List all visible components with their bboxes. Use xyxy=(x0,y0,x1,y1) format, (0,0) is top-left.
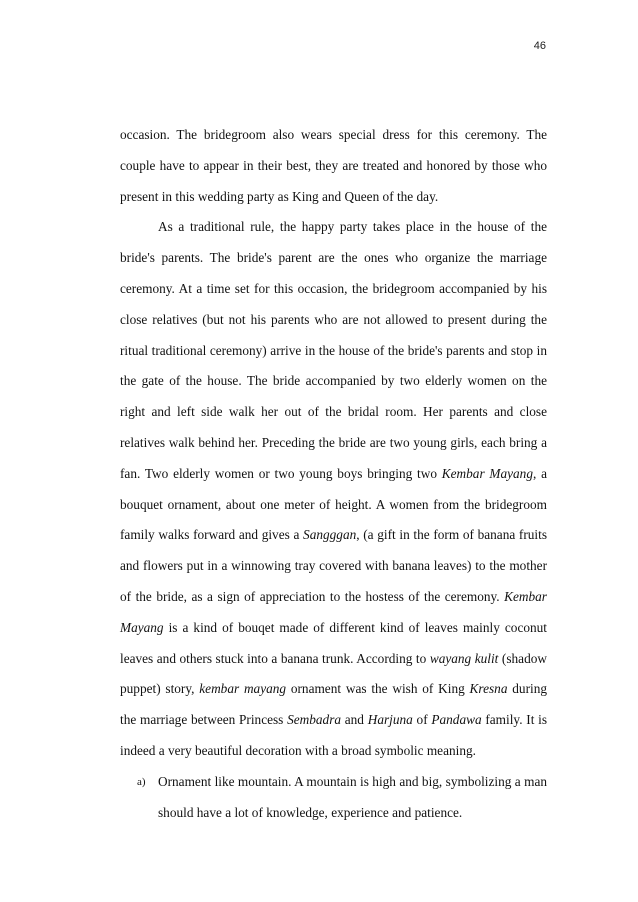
italic-term: Kembar Mayang xyxy=(120,588,547,635)
italic-term: Sembadra xyxy=(287,712,342,728)
list-marker: a) xyxy=(137,775,146,788)
italic-term: Kembar Mayang xyxy=(441,465,533,481)
text-span: (shadow puppet) story, xyxy=(120,650,547,697)
text-span: , (a gift in the form of banana fruits and flowers put in a winnowing tray covered with banana leaves) to the mother of the bride, as a sign of appreciation to the hostess of the ceremony. xyxy=(120,527,547,604)
text-span: is a kind of bouqet made of different kind of leaves mainly coconut leaves and others stuck into a banana trunk. According to xyxy=(120,619,547,666)
paragraph-2 xyxy=(120,212,547,766)
list-item xyxy=(120,767,547,829)
paragraph-1: occasion. The bridegroom also wears special dress for this ceremony. The couple have to appear in their best, they are treated and honored by those who present in this wedding party as King and Queen of the day. xyxy=(120,127,547,204)
text-span: , a bouquet ornament, about one meter of height. A women from the bridegroom family walks forward and gives a xyxy=(120,465,547,543)
text-span: family. It is indeed a very beautiful decoration with a broad symbolic meaning. xyxy=(120,712,548,758)
text-span: As a traditional rule, the happy party takes place in the house of the bride's parents. The bride's parent are the ones who organize the marriage ceremony. At a time set for this occasion, the bridegroom accompanied by his close relatives (but not his parents who are not allowed to present during the ritual traditional ceremony) arrive in the house of the bride's parents and stop in the gate of the house. The bride accompanied by two elderly women on the right and left side walk her out of the bridal room. Her parents and close relatives walk behind her. Preceding the bride are two young girls, each bring a fan. Two elderly women or two young boys bringing two xyxy=(120,219,547,481)
text-span: of xyxy=(412,712,432,728)
italic-term: kembar mayang xyxy=(199,681,287,697)
italic-term: Harjuna xyxy=(367,712,413,728)
italic-term: wayang kulit xyxy=(429,650,499,666)
list-item-text: Ornament like mountain. A mountain is high and big, symbolizing a man should have a lot of knowledge, experience and patience. xyxy=(158,773,547,820)
ornament-list xyxy=(120,767,547,829)
text-span: during the marriage between Princess xyxy=(120,681,547,728)
text-span: ornament was the wish of King xyxy=(286,681,470,697)
page-number: 46 xyxy=(533,40,546,52)
text-span: and xyxy=(341,712,368,728)
italic-term: Sangggan xyxy=(303,527,357,543)
italic-term: Pandawa xyxy=(431,712,482,728)
italic-term: Kresna xyxy=(469,681,508,697)
body-text xyxy=(120,120,547,828)
